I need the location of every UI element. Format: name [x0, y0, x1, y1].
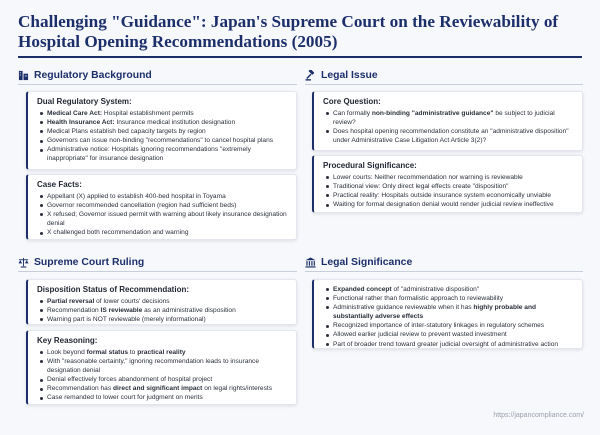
- card-heading: Dual Regulatory System:: [37, 97, 132, 106]
- list-item: Administrative notice: Hospitals ignoring recommendations "extremely inappropriate" for insurance designation: [37, 145, 288, 163]
- section-divider: [18, 84, 297, 85]
- list-item: Medical Plans establish bed capacity targets by region: [37, 127, 288, 136]
- scales-icon: [18, 257, 29, 268]
- card-heading: Key Reasoning:: [37, 336, 98, 345]
- list-item: Recommendation has direct and significant impact on legal rights/interests: [37, 384, 288, 393]
- list-item: Health Insurance Act: Insurance medical institution designation: [37, 118, 288, 127]
- list-item: Does hospital opening recommendation constitute an "administrative disposition" under Administrative Case Litigation Act Article 3(2)?: [323, 127, 574, 145]
- list-item: Look beyond formal status to practical reality: [37, 348, 288, 357]
- card-procedural-significance: [312, 155, 583, 213]
- section-divider: [18, 271, 297, 272]
- building-icon: [18, 70, 29, 81]
- card-dual-regulatory: [26, 91, 297, 170]
- list-item: X challenged both recommendation and warning: [37, 228, 288, 237]
- list-item: Allowed earlier judicial review to prevent wasted investment: [323, 330, 574, 339]
- title-divider: [18, 56, 582, 58]
- gavel-icon: [305, 70, 316, 81]
- card-heading: Procedural Significance:: [323, 161, 417, 170]
- section-heading-ruling: Supreme Court Ruling: [18, 254, 144, 270]
- section-heading-legal-issue: Legal Issue: [305, 67, 378, 83]
- list-item: Waiting for formal designation denial would render judicial review ineffective: [323, 200, 574, 209]
- card-core-question: [312, 91, 583, 151]
- list-item: Denial effectively forces abandonment of hospital project: [37, 375, 288, 384]
- card-key-reasoning: [26, 330, 297, 405]
- list-item: Medical Care Act: Hospital establishment permits: [37, 109, 288, 118]
- institution-icon: [305, 257, 316, 268]
- section-divider: [305, 84, 583, 85]
- section-divider: [305, 271, 583, 272]
- section-heading-significance: Legal Significance: [305, 254, 412, 270]
- card-heading: Core Question:: [323, 97, 381, 106]
- card-heading: Case Facts:: [37, 180, 82, 189]
- card-heading: Disposition Status of Recommendation:: [37, 285, 190, 294]
- list-item: Part of broader trend toward greater judicial oversight of administrative action: [323, 340, 574, 349]
- section-heading-regulatory: Regulatory Background: [18, 67, 152, 83]
- card-legal-significance: [312, 279, 583, 349]
- list-item: Governor recommended cancellation (region had sufficient beds): [37, 201, 288, 210]
- list-item: Case remanded to lower court for judgment on merits: [37, 393, 288, 402]
- list-item: Administrative guidance reviewable when it has highly probable and substantially adverse effects: [323, 303, 574, 321]
- footer-url[interactable]: https://japancompliance.com/: [493, 412, 584, 419]
- card-disposition-status: [26, 279, 297, 325]
- card-case-facts: [26, 174, 297, 240]
- list-item: Practical reality: Hospitals outside insurance system economically unviable: [323, 191, 574, 200]
- list-item: Appellant (X) applied to establish 400-bed hospital in Toyama: [37, 192, 288, 201]
- list-item: Traditional view: Only direct legal effects create "disposition": [323, 182, 574, 191]
- list-item: Can formally non-binding "administrative guidance" be subject to judicial review?: [323, 109, 574, 127]
- list-item: Warning part is NOT reviewable (merely informational): [37, 315, 288, 324]
- list-item: With "reasonable certainty," ignoring recommendation leads to insurance designation denial: [37, 357, 288, 375]
- list-item: Expanded concept of "administrative disposition": [323, 285, 574, 294]
- list-item: Lower courts: Neither recommendation nor warning is reviewable: [323, 173, 574, 182]
- list-item: Partial reversal of lower courts' decisions: [37, 297, 288, 306]
- page-title: Challenging "Guidance": Japan's Supreme Court on the Reviewability of Hospital Opening Recommendations (2005): [18, 12, 559, 51]
- list-item: Functional rather than formalistic approach to reviewability: [323, 294, 574, 303]
- list-item: X refused; Governor issued permit with warning about likely insurance designation denial: [37, 210, 288, 228]
- list-item: Recommendation IS reviewable as an administrative disposition: [37, 306, 288, 315]
- list-item: Recognized importance of inter-statutory linkages in regulatory schemes: [323, 321, 574, 330]
- list-item: Governors can issue non-binding "recommendations" to cancel hospital plans: [37, 136, 288, 145]
